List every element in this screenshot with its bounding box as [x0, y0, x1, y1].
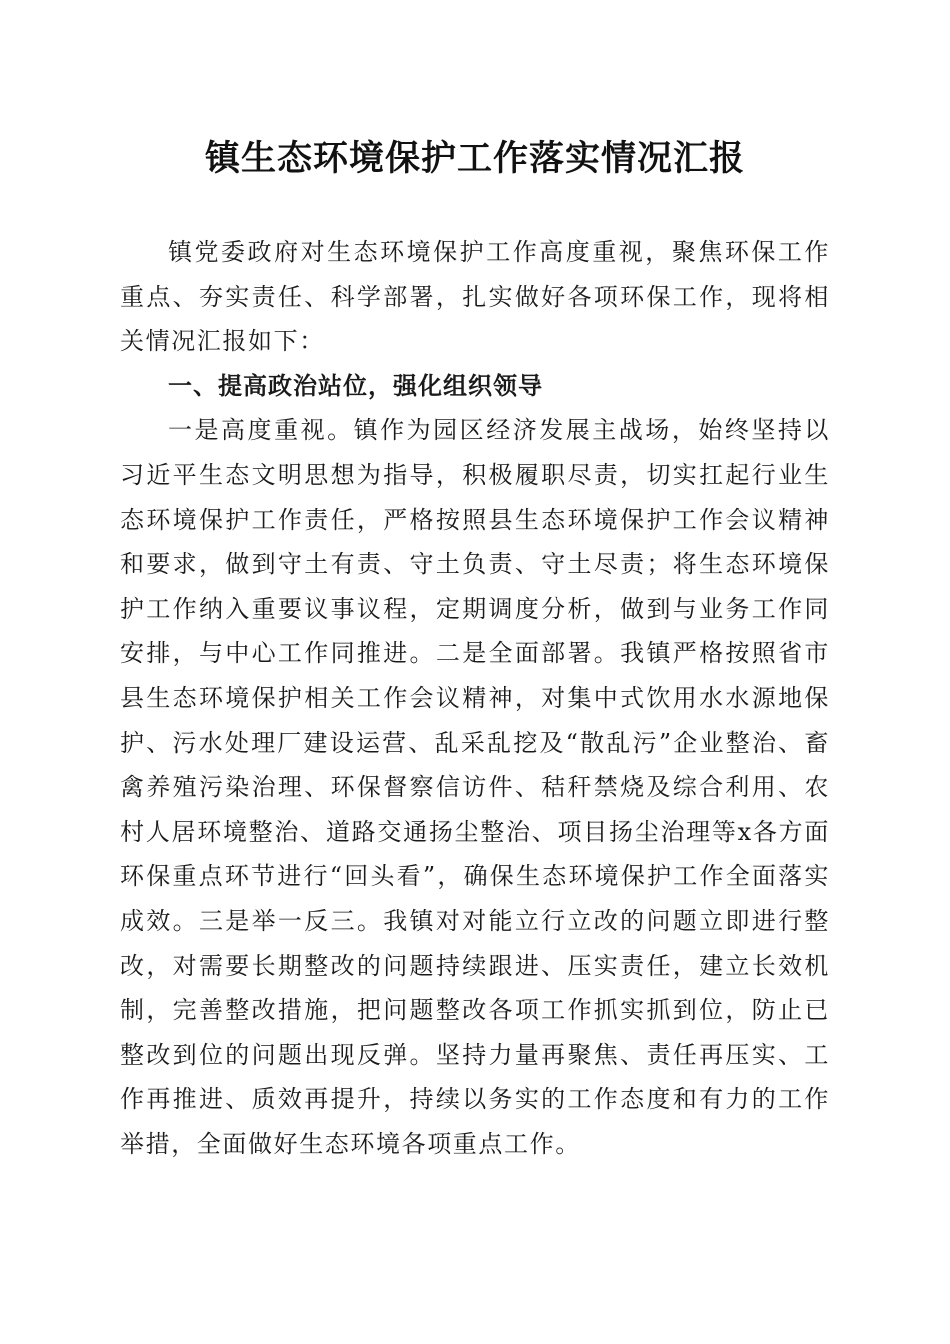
document-title: 镇生态环境保护工作落实情况汇报	[204, 138, 745, 179]
section-heading: 一、提高政治站位，强化组织领导	[168, 371, 543, 400]
intro-paragraph: 镇党委政府对生态环境保护工作高度重视，聚焦环保工作重点、夯实责任、科学部署，扎实做好各项环保工作，现将相关情况汇报如下：	[120, 238, 830, 356]
document-body	[120, 230, 830, 1166]
section-paragraph: 一是高度重视。镇作为园区经济发展主战场，始终坚持以习近平生态文明思想为指导，积极履职尽责，切实扛起行业生态环境保护工作责任，严格按照县生态环境保护工作会议精神和要求，做到守土有责、守土负责、守土尽责；将生态环境保护工作纳入重要议事议程，定期调度分析，做到与业务工作同安排，与中心工作同推进。二是全面部署。我镇严格按照省市县生态环境保护相关工作会议精神，对集中式饮用水水源地保护、污水处理厂建设运营、乱采乱挖及“散乱污”企业整治、畜禽养殖污染治理、环保督察信访件、秸秆禁烧及综合利用、农村人居环境整治、道路交通扬尘整治、项目扬尘治理等x各方面环保重点环节进行“回头看”，确保生态环境保护工作全面落实成效。三是举一反三。我镇对对能立行立改的问题立即进行整改，对需要长期整改的问题持续跟进、压实责任，建立长效机制，完善整改措施，把问题整改各项工作抓实抓到位，防止已整改到位的问题出现反弹。坚持力量再聚焦、责任再压实、工作再推进、质效再提升，持续以务实的工作态度和有力的工作举措，全面做好生态环境各项重点工作。	[120, 416, 830, 1158]
